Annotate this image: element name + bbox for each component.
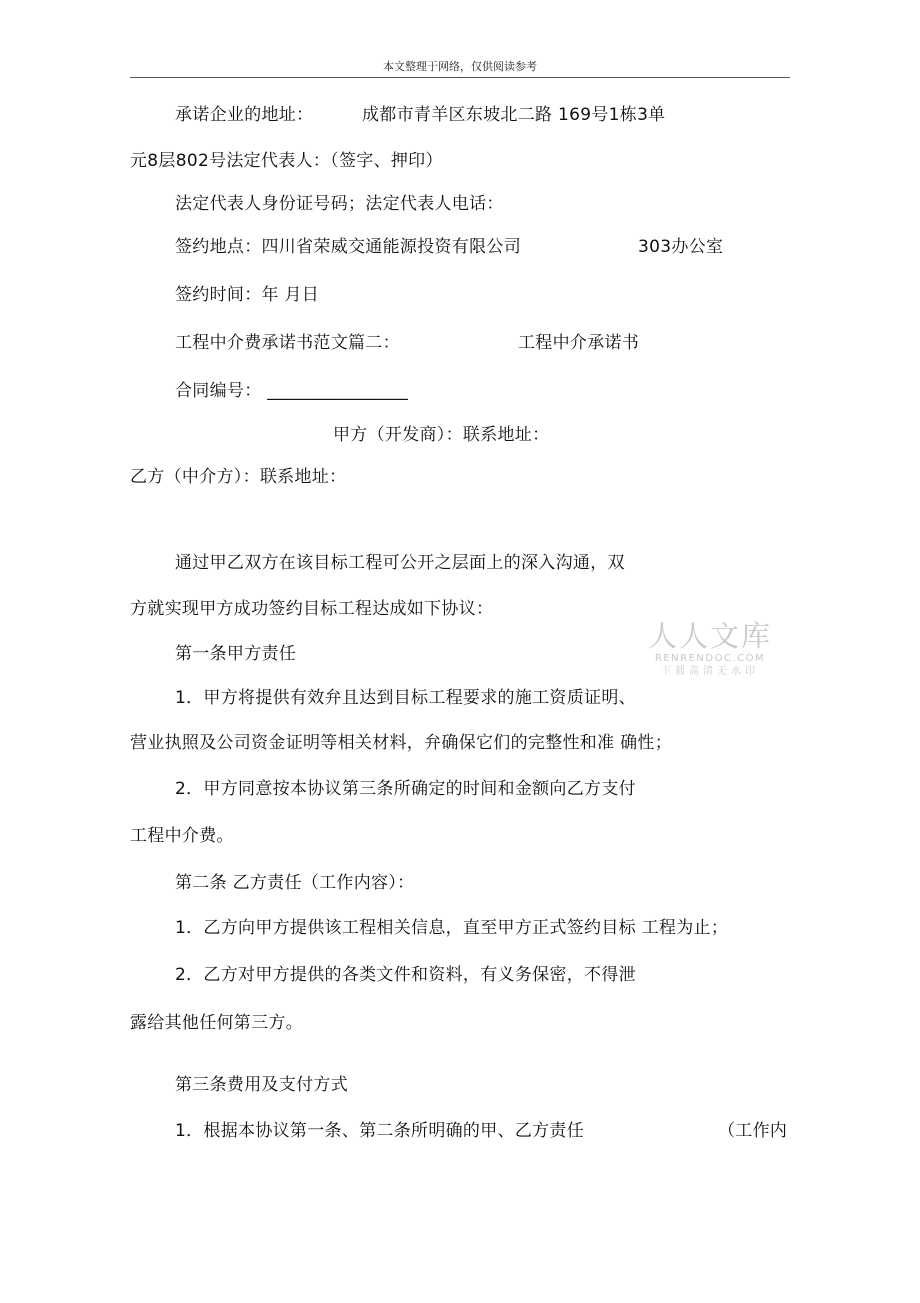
article-2-item-2-line-1: 2．乙方对甲方提供的各类文件和资料，有义务保密，不得泄 <box>175 965 636 985</box>
article-3-item-1-continued: （工作内 <box>718 1121 788 1141</box>
renrendoc-watermark <box>645 620 775 678</box>
article-3-item-1-line-1: 1．根据本协议第一条、第二条所明确的甲、乙方责任 <box>175 1121 585 1141</box>
watermark-url: RENRENDOC.COM <box>654 653 766 664</box>
article-1-item-1-line-2: 营业执照及公司资金证明等相关材料，弁确保它们的完整性和准 确性； <box>130 733 673 753</box>
contract-number-line: 合同编号： ________________ <box>175 381 409 401</box>
article-1-item-1-line-1: 1．甲方将提供有效弁且达到目标工程要求的施工资质证明、 <box>175 688 636 708</box>
article-2-item-2-line-2: 露给其他任何第三方。 <box>130 1013 303 1033</box>
intro-paragraph-line-1: 通过甲乙双方在该目标工程可公开之层面上的深入沟通，双 <box>175 553 625 573</box>
promise-address-label: 承诺企业的地址： <box>175 105 314 125</box>
article-2-heading: 第二条 乙方责任（工作内容）： <box>175 873 415 893</box>
article-1-item-2-line-2: 工程中介费。 <box>130 826 234 846</box>
page-header-note: 本文整理于网络，仅供阅读参考 <box>383 60 537 73</box>
signing-time-line: 签约时间：年 月日 <box>175 285 320 305</box>
watermark-title: 人人文库 <box>647 619 772 653</box>
legal-rep-line: 元8层802号法定代表人：（签字、押印） <box>130 151 443 171</box>
party-a-line: 甲方（开发商）：联系地址： <box>333 425 550 445</box>
legal-rep-id-phone-line: 法定代表人身份证号码；法定代表人电话： <box>175 194 504 214</box>
watermark-subtitle: 下载高清无水印 <box>661 666 759 677</box>
signing-place-line: 签约地点：四川省荣威交通能源投资有限公司 <box>175 237 521 257</box>
party-b-line: 乙方（中介方）：联系地址： <box>130 467 347 487</box>
header-divider <box>130 77 790 78</box>
section-heading-part2: 工程中介费承诺书范文篇二： <box>175 333 400 353</box>
article-3-heading: 第三条费用及支付方式 <box>175 1075 348 1095</box>
intro-paragraph-line-2: 方就实现甲方成功签约目标工程达成如下协议： <box>130 599 494 619</box>
document-title: 工程中介承诺书 <box>518 333 640 353</box>
article-2-item-1: 1．乙方向甲方提供该工程相关信息，直至甲方正式签约目标 工程为止； <box>175 918 729 938</box>
promise-address-value: 成都市青羊区东坡北二路 169号1栋3单 <box>362 105 666 125</box>
signing-place-office: 303办公室 <box>638 237 724 257</box>
article-1-item-2-line-1: 2．甲方同意按本协议第三条所确定的时间和金额向乙方支付 <box>175 779 636 799</box>
article-1-heading: 第一条甲方责任 <box>175 644 297 664</box>
